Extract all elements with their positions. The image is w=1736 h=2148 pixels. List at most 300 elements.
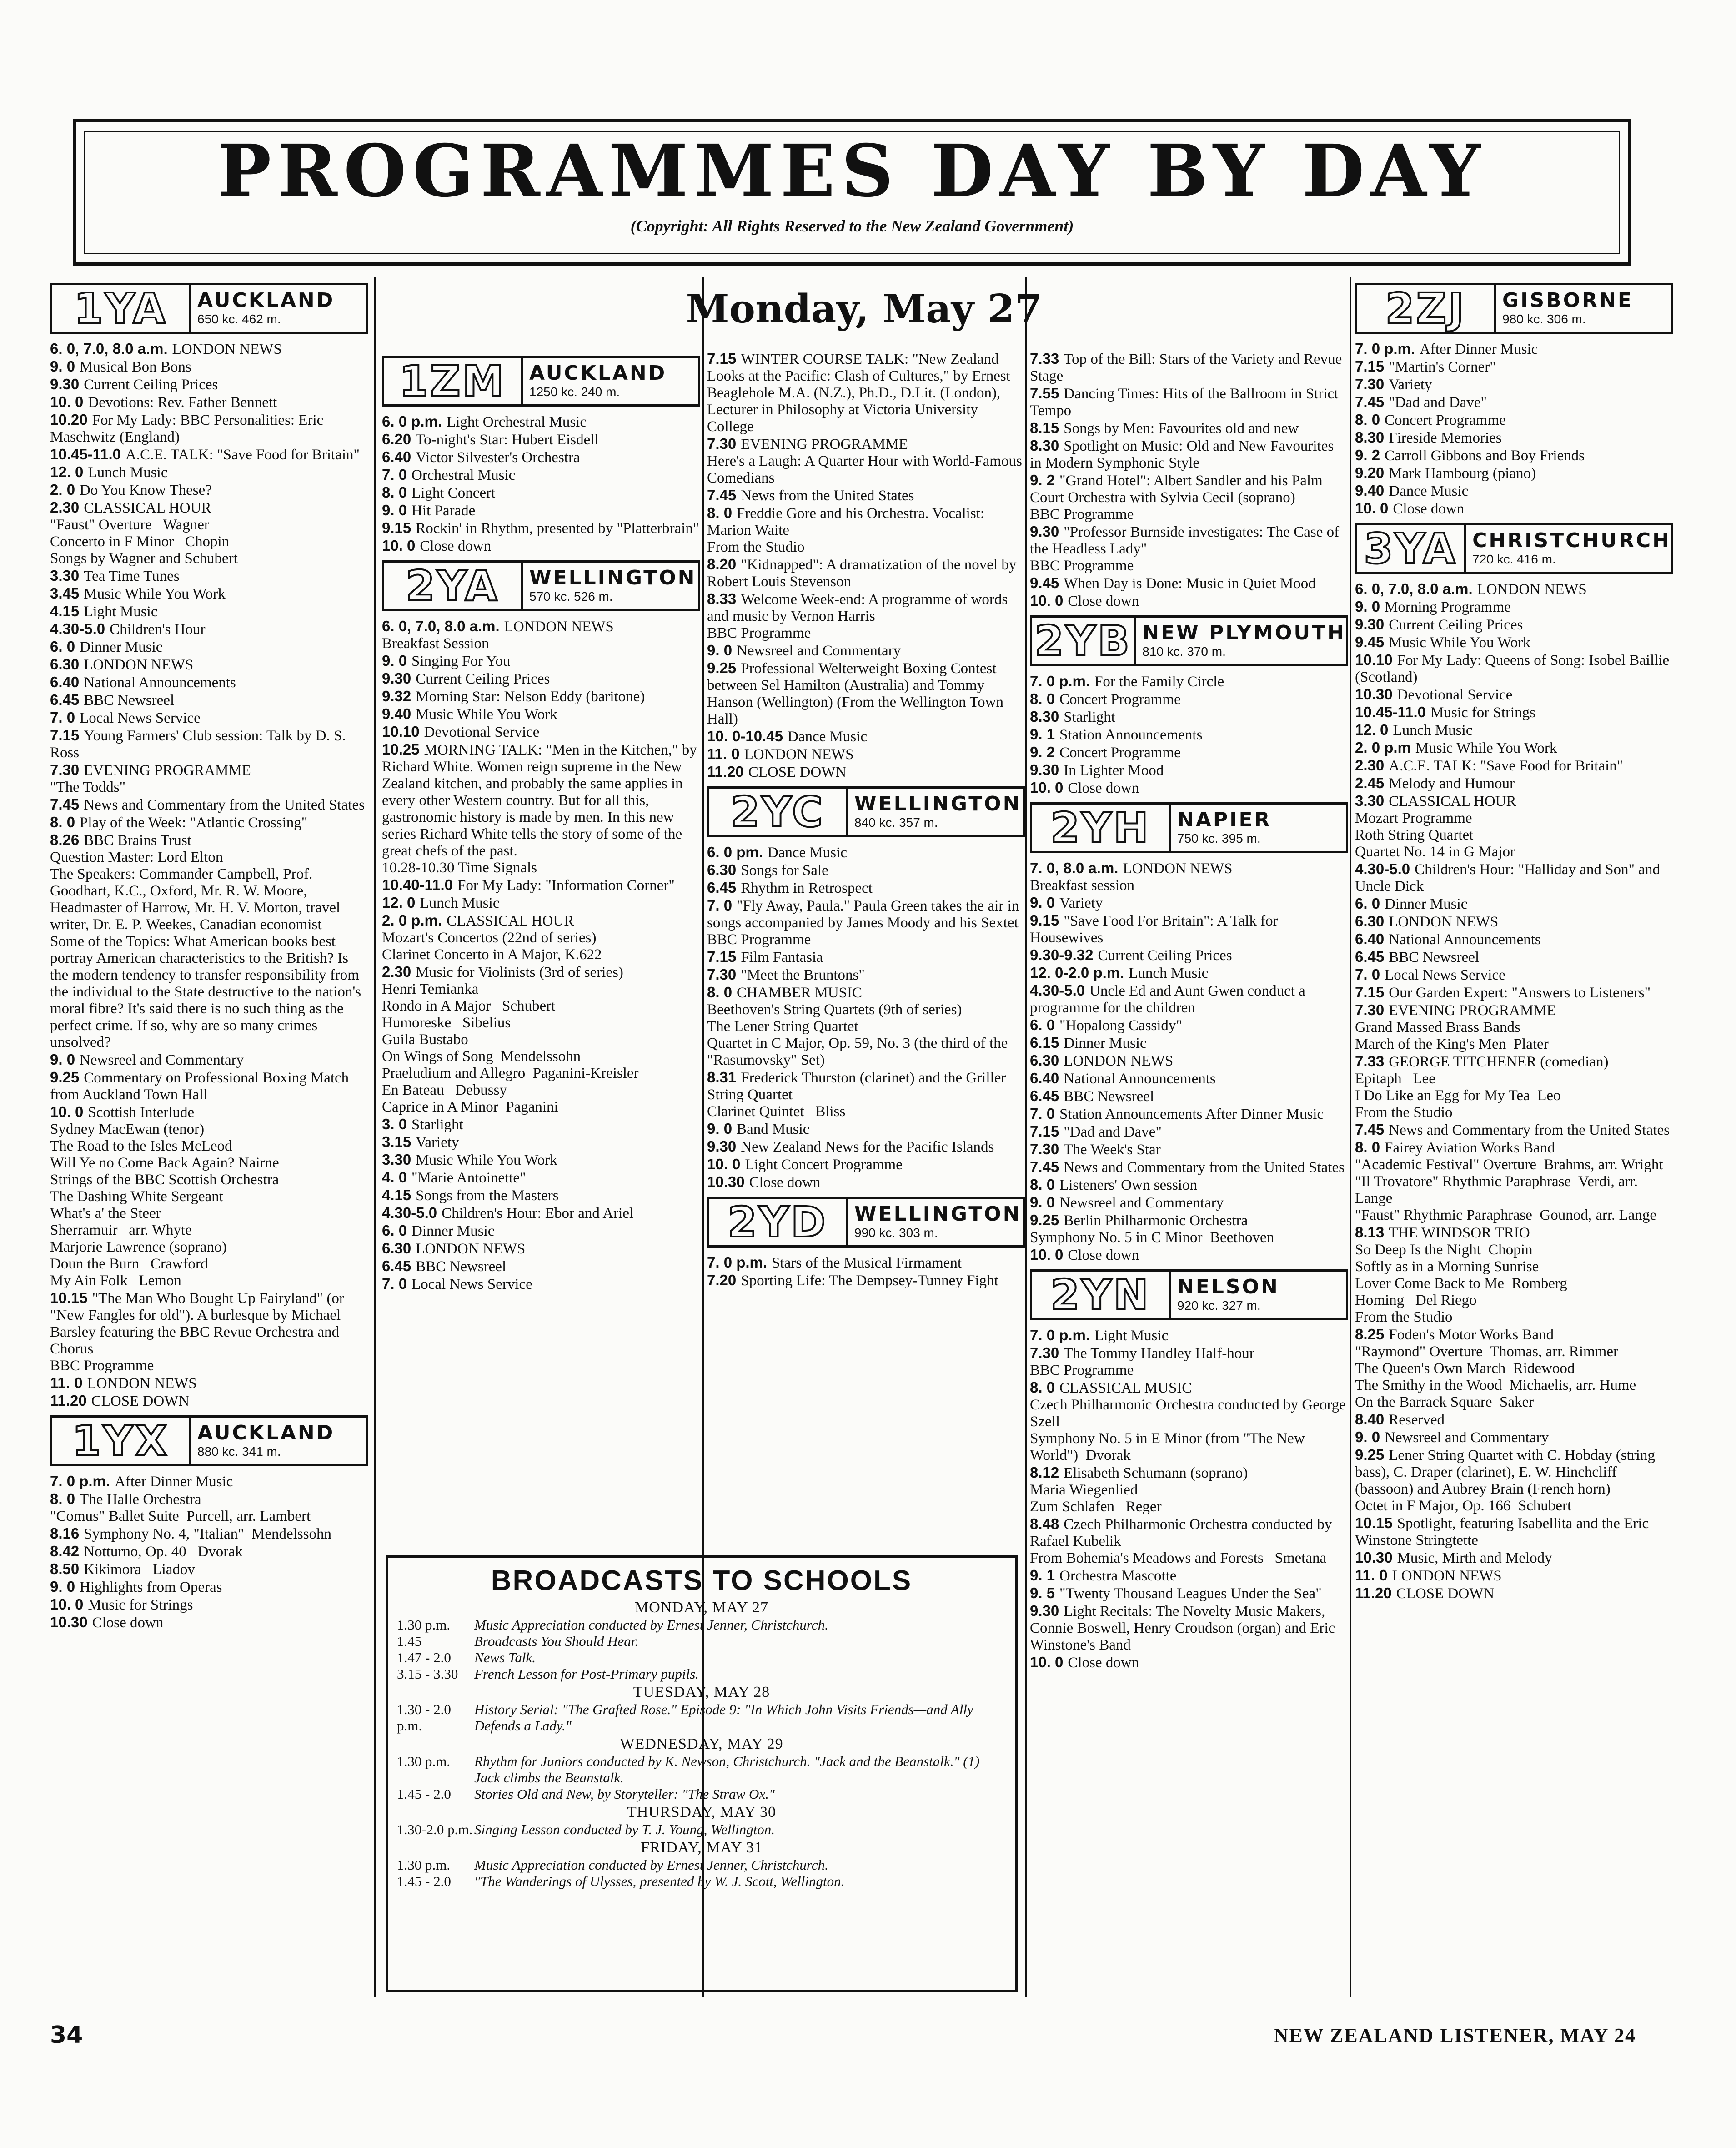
programme-text: Zum Schlafen Reger <box>1030 1499 1162 1515</box>
programme-text: Rondo in A Major Schubert <box>382 998 556 1014</box>
programme-text: BBC Newsreel <box>1064 1088 1154 1105</box>
programme-time: 4.30-5.0 <box>50 620 105 637</box>
programme-entry <box>1355 1157 1673 1173</box>
programme-time: 4.30-5.0 <box>1355 860 1410 877</box>
programme-time: 2. 0 <box>50 481 75 498</box>
programme-time: 8. 0 <box>1030 1379 1055 1396</box>
programme-entry <box>707 435 1025 453</box>
column-divider <box>1025 277 1027 1997</box>
programme-entry <box>50 1069 368 1103</box>
programme-time: 11. 0 <box>707 745 740 762</box>
programme-text: Music While You Work <box>1389 634 1530 651</box>
programme-text: Current Ceiling Prices <box>1098 947 1232 964</box>
schools-item-text: Broadcasts You Should Hear. <box>474 1633 639 1649</box>
programme-entry <box>50 1392 368 1410</box>
programme-time: 7. 0 <box>382 1275 407 1292</box>
programme-text: Devotional Service <box>424 724 540 740</box>
programme-time: 11.20 <box>1355 1585 1392 1601</box>
programme-time: 6.45 <box>382 1258 411 1274</box>
programme-entry <box>1030 1194 1348 1212</box>
programme-time: 7. 0 <box>1355 966 1380 983</box>
programme-entry <box>1355 1071 1673 1087</box>
programme-text: Octet in F Major, Op. 166 Schubert <box>1355 1498 1572 1514</box>
programme-time: 3.30 <box>382 1151 411 1168</box>
programme-entry <box>1355 358 1673 376</box>
programme-entry <box>382 670 700 688</box>
programme-entry <box>382 688 700 705</box>
programme-entry <box>382 1204 700 1222</box>
station-info <box>1496 285 1671 332</box>
programme-text: Dinner Music <box>1064 1035 1147 1051</box>
station-header <box>707 786 1025 837</box>
programme-entry <box>50 1103 368 1121</box>
programme-text: Grand Massed Brass Bands <box>1355 1019 1520 1036</box>
programme-time: 9.40 <box>1355 482 1385 499</box>
programme-entry <box>1030 1327 1348 1344</box>
programme-time: 6. 0 <box>382 1222 407 1239</box>
programme-time: 7.15 <box>1355 358 1385 375</box>
programme-text: Newsreel and Commentary <box>1059 1195 1224 1211</box>
programme-time: 8.42 <box>50 1543 80 1559</box>
programme-time: 7. 0 p.m. <box>1355 340 1415 357</box>
programme-time: 9.15 <box>1030 912 1059 929</box>
programme-text: Lunch Music <box>420 895 500 911</box>
programme-time: 9. 0 <box>382 652 407 669</box>
column-4 <box>1030 350 1348 2069</box>
schools-schedule <box>397 1599 1006 1890</box>
programme-time: 9.30-9.32 <box>1030 946 1094 963</box>
station-call-sign: 2YB <box>1032 618 1136 664</box>
station-name: AUCKLAND <box>529 362 667 385</box>
programme-text: Breakfast Session <box>382 635 489 652</box>
programme-time: 9. 0 <box>1030 894 1055 911</box>
programme-time: 9. 0 <box>707 1120 733 1137</box>
programme-text: What's a' the Steer <box>50 1205 161 1222</box>
programme-text: "Grand Hotel": Albert Sandler and his Palm Court Orchestra with Sylvia Cecil (soprano) <box>1030 473 1326 506</box>
programme-entry <box>707 1018 1025 1035</box>
programme-entry <box>50 393 368 411</box>
programme-time: 9. 2 <box>1030 744 1055 760</box>
programme-text: Clarinet Concerto in A Major, K.622 <box>382 946 602 963</box>
programme-time: 6.30 <box>382 1240 411 1257</box>
schools-day-heading: TUESDAY, MAY 28 <box>633 1684 770 1700</box>
programme-entry <box>1355 757 1673 775</box>
programme-entry <box>1030 506 1348 523</box>
programme-text: Hit Parade <box>411 503 476 519</box>
station-header <box>1355 283 1673 334</box>
programme-time: 10. 0 <box>50 1103 84 1120</box>
programme-text: National Announcements <box>1389 931 1541 948</box>
programme-text: "Save Food For Britain": A Talk for Housewives <box>1030 913 1282 946</box>
station-info <box>1136 618 1346 664</box>
programme-time: 7.30 <box>1355 376 1385 392</box>
programme-text: Rockin' in Rhythm, presented by "Platterbrain" <box>416 520 699 537</box>
programme-text: Beethoven's String Quartets (9th of series) <box>707 1001 962 1018</box>
programme-text: On the Barrack Square Saker <box>1355 1394 1534 1410</box>
programme-time: 3.30 <box>1355 792 1385 809</box>
programme-entry <box>1030 779 1348 797</box>
programme-text: Sherramuir arr. Whyte <box>50 1222 192 1238</box>
programme-text: Morning Star: Nelson Eddy (baritone) <box>416 689 645 705</box>
programme-time: 10. 0 <box>50 393 84 410</box>
programme-text: "The Todds" <box>50 779 126 795</box>
programme-entry <box>1030 726 1348 744</box>
programme-entry <box>1030 1212 1348 1229</box>
station-call-sign: 1YX <box>52 1418 191 1464</box>
programme-text: BBC Programme <box>50 1358 154 1374</box>
programme-time: 7.30 <box>1030 1344 1059 1361</box>
station-frequency: 650 kc. 462 m. <box>197 312 281 326</box>
programme-text: Breakfast session <box>1030 877 1135 894</box>
programme-text: Music, Mirth and Melody <box>1397 1550 1552 1566</box>
programme-text: Dinner Music <box>80 639 163 655</box>
programme-text: Maria Wiegenlied <box>1030 1482 1138 1498</box>
programme-text: After Dinner Music <box>115 1474 233 1490</box>
programme-entry <box>382 1065 700 1082</box>
programme-text: Close down <box>420 538 492 554</box>
programme-text: CHAMBER MUSIC <box>737 985 863 1001</box>
programme-text: Praeludium and Allegro Paganini-Kreisler <box>382 1065 639 1082</box>
programme-entry <box>707 659 1025 728</box>
programme-time: 7.15 <box>1030 1123 1059 1140</box>
column-divider <box>1350 277 1351 1997</box>
programme-text: BBC Programme <box>1030 558 1134 574</box>
programme-entry <box>1355 1585 1673 1602</box>
programme-time: 8.33 <box>707 590 737 607</box>
programme-time: 6. 0 pm. <box>707 844 763 860</box>
programme-time: 10. 0 <box>707 1156 741 1172</box>
programme-entry <box>382 1133 700 1151</box>
programme-text: Guila Bustabo <box>382 1031 468 1048</box>
programme-text: Music for Strings <box>1430 704 1535 721</box>
programme-entry <box>50 533 368 550</box>
programme-entry <box>1030 1379 1348 1397</box>
programme-time: 7.15 <box>50 727 80 744</box>
programme-text: Station Announcements <box>1059 727 1203 743</box>
programme-time: 9.25 <box>50 1069 80 1086</box>
programme-text: Light Recitals: The Novelty Music Makers, Connie Boswell, Henry Croudson (organ) and Eric Winstone's Band <box>1030 1603 1339 1653</box>
programme-entry <box>382 1258 700 1275</box>
programme-text: Close down <box>1068 1247 1139 1263</box>
programme-time: 12. 0 <box>1355 721 1389 738</box>
programme-entry <box>1355 1121 1673 1139</box>
programme-entry <box>1355 1394 1673 1411</box>
programme-entry <box>1355 464 1673 482</box>
programme-entry <box>707 642 1025 659</box>
programme-entry <box>707 948 1025 966</box>
programme-text: Songs by Wagner and Schubert <box>50 550 238 567</box>
programme-entry <box>1030 912 1348 946</box>
programme-text: BBC Programme <box>1030 1362 1134 1378</box>
programme-entry <box>50 814 368 831</box>
programme-text: Local News Service <box>80 710 201 726</box>
programme-text: Singing For You <box>411 653 511 669</box>
programme-entry <box>1030 558 1348 574</box>
station-call-sign: 2YN <box>1032 1272 1171 1318</box>
programme-text: The Tommy Handley Half-hour <box>1064 1345 1254 1362</box>
station-frequency: 980 kc. 306 m. <box>1502 312 1586 326</box>
programme-entry <box>1355 860 1673 895</box>
programme-entry <box>1030 1464 1348 1482</box>
programme-time: 6.30 <box>50 656 80 673</box>
programme-entry <box>1030 964 1348 982</box>
programme-text: 10.28-10.30 Time Signals <box>382 860 537 876</box>
programme-time: 9. 2 <box>1355 447 1380 463</box>
programme-entry <box>1030 472 1348 506</box>
programme-time: 7. 0 <box>50 709 75 726</box>
programme-entry <box>1355 827 1673 844</box>
schools-item <box>397 1617 1006 1633</box>
programme-time: 12. 0 <box>50 463 84 480</box>
schools-item-time: 1.45 - 2.0 <box>397 1786 451 1802</box>
programme-entry <box>1355 447 1673 464</box>
programme-entry <box>707 897 1025 931</box>
programme-text: The Smithy in the Wood Michaelis, arr. Hume <box>1355 1377 1636 1393</box>
programme-entry <box>382 537 700 555</box>
programme-text: Band Music <box>737 1121 810 1137</box>
station-name: CHRISTCHURCH <box>1472 529 1671 552</box>
programme-entry <box>1030 1397 1348 1430</box>
programme-entry <box>50 499 368 517</box>
programme-time: 7.45 <box>1355 393 1385 410</box>
programme-text: New Zealand News for the Pacific Islands <box>741 1139 994 1155</box>
schools-item-text: Music Appreciation conducted by Ernest Jenner, Christchurch. <box>474 1857 828 1873</box>
programme-text: BBC Brains Trust <box>84 832 191 849</box>
programme-text: Devotions: Rev. Father Bennett <box>88 394 277 411</box>
programme-entry <box>382 723 700 741</box>
programme-time: 10.30 <box>1355 1549 1393 1566</box>
programme-entry <box>382 448 700 466</box>
programme-time: 8.26 <box>50 831 80 848</box>
programme-entry <box>707 879 1025 897</box>
station-name: WELLINGTON <box>854 1202 1022 1226</box>
programme-text: Current Ceiling Prices <box>1389 617 1523 633</box>
publication-line: NEW ZEALAND LISTENER, MAY 24 <box>1274 2024 1636 2047</box>
programme-time: 9. 1 <box>1030 1567 1055 1584</box>
programme-time: 4.30-5.0 <box>1030 982 1085 999</box>
programme-entry <box>1030 1344 1348 1362</box>
programme-text: "Meet the Bruntons" <box>741 967 865 983</box>
programme-text: "Faust" Overture Wagner <box>50 517 209 533</box>
station-header <box>382 356 700 407</box>
programme-time: 6. 0, 7.0, 8.0 a.m. <box>50 340 168 357</box>
programme-entry <box>707 504 1025 539</box>
programme-text: Henri Temianka <box>382 981 479 997</box>
programme-entry <box>382 981 700 998</box>
schools-day-heading: MONDAY, MAY 27 <box>635 1599 768 1616</box>
programme-entry <box>50 1273 368 1289</box>
station-info <box>848 1199 1023 1245</box>
programme-entry <box>1030 1482 1348 1499</box>
programme-text: Softly as in a Morning Sunrise <box>1355 1258 1539 1275</box>
programme-time: 8.25 <box>1355 1326 1385 1343</box>
programme-text: Young Farmers' Club session: Talk by D. S. Ross <box>50 728 350 761</box>
programme-entry <box>50 1205 368 1222</box>
programme-time: 8.20 <box>707 556 737 573</box>
programme-time: 6.20 <box>382 431 411 448</box>
programme-entry <box>1355 616 1673 634</box>
programme-entry <box>382 484 700 502</box>
programme-time: 6.45 <box>1355 948 1385 965</box>
programme-text: Quartet in C Major, Op. 59, No. 3 (the third of the "Rasumovsky" Set) <box>707 1035 1012 1068</box>
schools-item-time: 3.15 - 3.30 <box>397 1666 458 1682</box>
programme-text: Musical Bon Bons <box>80 359 191 375</box>
schools-item-text: Stories Old and New, by Storyteller: "The Straw Ox." <box>474 1786 775 1802</box>
station-frequency: 720 kc. 416 m. <box>1472 552 1556 566</box>
programme-entry <box>50 1560 368 1578</box>
station-info <box>191 285 366 332</box>
programme-entry <box>1355 984 1673 1001</box>
programme-text: Devotional Service <box>1397 687 1513 703</box>
programme-time: 9.25 <box>1030 1212 1059 1228</box>
programme-text: For My Lady: "Information Corner" <box>457 877 675 894</box>
programme-entry <box>1355 651 1673 686</box>
programme-text: News and Commentary from the United States <box>1389 1122 1670 1138</box>
programme-entry <box>707 1035 1025 1069</box>
programme-time: 7.33 <box>1355 1053 1385 1070</box>
station-header <box>1030 615 1348 666</box>
programme-text: Carroll Gibbons and Boy Friends <box>1385 448 1585 464</box>
programme-entry <box>50 620 368 638</box>
programme-text: I Do Like an Egg for My Tea Leo <box>1355 1087 1561 1104</box>
programme-text: Music for Strings <box>88 1597 193 1613</box>
programme-text: "Raymond" Overture Thomas, arr. Rimmer <box>1355 1343 1618 1360</box>
programme-entry <box>1030 350 1348 385</box>
schools-item <box>397 1666 1006 1682</box>
programme-text: LONDON NEWS <box>1477 581 1587 598</box>
programme-text: "Kidnapped": A dramatization of the novel by Robert Louis Stevenson <box>707 557 1020 590</box>
programme-text: Scottish Interlude <box>88 1104 195 1121</box>
programme-text: Doun the Burn Crawford <box>50 1256 208 1272</box>
programme-entry <box>1030 877 1348 894</box>
programme-text: Listeners' Own session <box>1059 1177 1197 1193</box>
programme-time: 6.45 <box>707 879 737 896</box>
programme-time: 7.15 <box>1355 984 1385 1001</box>
programme-time: 10.10 <box>1355 651 1393 668</box>
programme-entry <box>707 539 1025 556</box>
station-header <box>1030 802 1348 853</box>
programme-text: Uncle Ed and Aunt Gwen conduct a programme for the children <box>1030 983 1310 1016</box>
programme-time: 10.10 <box>382 723 420 740</box>
broadcasts-to-schools-box <box>386 1555 1018 1992</box>
programme-entry <box>50 709 368 727</box>
programme-entry <box>1355 792 1673 810</box>
programme-text: "Twenty Thousand Leagues Under the Sea" <box>1059 1585 1322 1602</box>
programme-time: 9.45 <box>1355 634 1385 650</box>
programme-text: "Faust" Rhythmic Paraphrase Gounod, arr. Lange <box>1355 1207 1656 1223</box>
programme-entry <box>50 585 368 603</box>
programme-entry <box>50 1490 368 1508</box>
programme-text: Play of the Week: "Atlantic Crossing" <box>80 815 308 831</box>
programme-text: Children's Hour <box>110 621 206 638</box>
programme-time: 9. 0 <box>50 358 75 375</box>
programme-text: CLOSE DOWN <box>91 1393 190 1409</box>
schools-item-text: Music Appreciation conducted by Ernest Jenner, Christchurch. <box>474 1617 828 1633</box>
programme-text: LONDON NEWS <box>172 341 282 357</box>
programme-entry <box>707 350 1025 435</box>
programme-time: 11. 0 <box>50 1374 83 1391</box>
programme-time: 9.32 <box>382 688 411 704</box>
programme-text: Dance Music <box>787 729 867 745</box>
programme-entry <box>50 1358 368 1374</box>
programme-time: 9. 0 <box>707 642 733 659</box>
programme-entry <box>1030 1105 1348 1123</box>
programme-text: For the Family Circle <box>1094 674 1224 690</box>
programme-text: Newsreel and Commentary <box>1385 1429 1549 1446</box>
programme-text: Foden's Motor Works Band <box>1389 1327 1554 1343</box>
programme-entry <box>50 376 368 393</box>
schools-item <box>397 1857 1006 1873</box>
programme-entry <box>707 1254 1025 1272</box>
programme-text: "Dad and Dave" <box>1064 1124 1162 1140</box>
programme-entry <box>1355 1411 1673 1429</box>
station-info <box>523 358 698 404</box>
programme-time: 10.25 <box>382 741 420 758</box>
station-name: GISBORNE <box>1502 289 1633 312</box>
schools-day-heading: THURSDAY, MAY 30 <box>627 1804 777 1821</box>
schools-item <box>397 1701 1006 1734</box>
programme-text: "The Man Who Bought Up Fairyland" (or "New Fangles for old"). A burlesque by Michael Barsley featuring the BBC Revue Orchestra and Chorus <box>50 1290 348 1357</box>
column-divider <box>374 277 376 1997</box>
programme-text: Homing Del Riego <box>1355 1292 1477 1308</box>
programme-time: 8.30 <box>1030 437 1059 454</box>
programme-entry <box>707 1120 1025 1138</box>
programme-entry <box>707 1272 1025 1289</box>
programme-text: Current Ceiling Prices <box>84 377 218 393</box>
programme-text: Lunch Music <box>1393 722 1473 739</box>
programme-entry <box>382 963 700 981</box>
programme-time: 10. 0 <box>1030 592 1064 609</box>
programme-entry <box>707 844 1025 861</box>
station-header <box>1030 1269 1348 1320</box>
programme-text: Music While You Work <box>84 586 226 602</box>
programme-entry <box>50 1614 368 1631</box>
programme-text: Concert Programme <box>1059 745 1181 761</box>
schools-item-text: French Lesson for Post-Primary pupils. <box>474 1666 699 1682</box>
programme-entry <box>1355 1377 1673 1394</box>
programme-entry <box>1030 982 1348 1016</box>
programme-entry <box>382 652 700 670</box>
programme-entry <box>1030 860 1348 877</box>
programme-text: So Deep Is the Night Chopin <box>1355 1242 1533 1258</box>
station-call-sign: 1YA <box>52 285 191 332</box>
programme-text: Starlight <box>1064 709 1115 725</box>
station-info <box>1171 805 1346 851</box>
station-frequency: 920 kc. 327 m. <box>1177 1298 1261 1313</box>
programme-time: 9.30 <box>1355 616 1385 633</box>
programme-text: "Academic Festival" Overture Brahms, arr. Wright <box>1355 1157 1663 1173</box>
schools-day-heading: WEDNESDAY, MAY 29 <box>620 1736 783 1752</box>
programme-entry <box>1030 1229 1348 1246</box>
programme-entry <box>382 912 700 930</box>
programme-entry <box>50 1525 368 1543</box>
programme-text: "Marie Antoinette" <box>411 1170 526 1186</box>
programme-entry <box>1030 1550 1348 1567</box>
programme-time: 9.30 <box>1030 1602 1059 1619</box>
programme-entry <box>1355 1258 1673 1275</box>
programme-time: 4.30-5.0 <box>382 1204 437 1221</box>
programme-entry <box>1355 913 1673 931</box>
programme-entry <box>1030 1034 1348 1052</box>
programme-text: Close down <box>92 1615 164 1631</box>
programme-text: Music While You Work <box>1415 740 1557 756</box>
programme-text: Fairey Aviation Works Band <box>1385 1140 1555 1156</box>
schools-item <box>397 1786 1006 1802</box>
programme-entry <box>50 1289 368 1358</box>
programme-entry <box>707 763 1025 781</box>
programme-text: Rhythm in Retrospect <box>741 880 873 896</box>
programme-entry <box>382 894 700 912</box>
